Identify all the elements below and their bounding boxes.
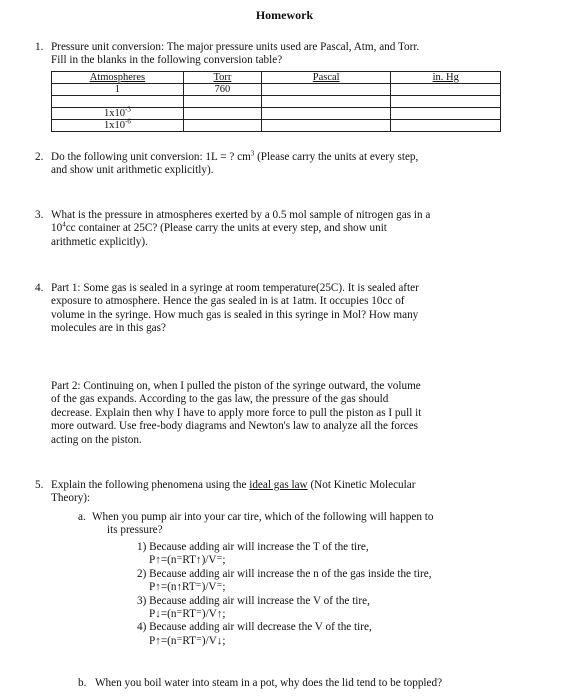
table-cell: 760 xyxy=(183,84,261,96)
question-5a-line1: When you pump air into your car tire, which of the following will happen to xyxy=(92,511,434,523)
question-4-part1-line: exposure to atmosphere. Hence the gas sealed in is at 1atm. It occupies 10cc of xyxy=(51,295,405,308)
question-3-line3: arithmetic explicitly). xyxy=(51,235,148,248)
question-5-number: 5. xyxy=(35,479,44,491)
answer-option-equation: P↓=(n⁼RT⁼)/V↑; xyxy=(149,608,226,621)
question-2-text-pre: Do the following unit conversion: 1L = ? cm xyxy=(51,151,251,163)
question-2-line1 xyxy=(51,151,521,164)
question-5b-label: b. xyxy=(78,677,87,689)
question-5-line1-post: (Not Kinetic Molecular xyxy=(307,479,416,491)
question-3-line1: What is the pressure in atmospheres exerted by a 0.5 mol sample of nitrogen gas in a xyxy=(51,209,431,221)
answer-option xyxy=(137,568,537,581)
answer-option-equation: P↑=(n⁼RT↑)/V⁼; xyxy=(149,554,226,567)
table-cell-value: 1x10 xyxy=(104,120,125,131)
table-cell: 1 xyxy=(52,84,184,96)
page-title: Homework xyxy=(255,8,314,22)
question-5a-label: a. xyxy=(78,511,86,523)
table-row xyxy=(52,120,501,132)
table-cell xyxy=(391,96,501,108)
table-cell xyxy=(52,105,184,120)
table-header-pascal: Pascal xyxy=(261,72,390,84)
answer-option-text: Because adding air will increase the T of the tire, xyxy=(149,541,369,553)
question-4-part2 xyxy=(51,380,521,447)
conversion-table xyxy=(51,71,501,132)
table-cell xyxy=(183,120,261,132)
answer-option-number: 1) xyxy=(137,541,147,553)
answer-options xyxy=(137,541,537,648)
question-2-text-post: (Please carry the units at every step, xyxy=(254,151,419,163)
question-5-line1 xyxy=(51,479,521,492)
table-cell xyxy=(391,84,501,96)
question-4-part1-line: Part 1: Some gas is sealed in a syringe at room temperature(25C). It is sealed after xyxy=(51,282,419,294)
question-5a xyxy=(78,511,532,538)
question-2-exponent: 3 xyxy=(250,149,255,158)
table-cell xyxy=(52,117,184,132)
question-5b-text: When you boil water into steam in a pot, why does the lid tend to be toppled? xyxy=(95,677,443,689)
table-row xyxy=(52,108,501,120)
table-cell xyxy=(391,108,501,120)
table-row xyxy=(52,96,501,108)
table-cell xyxy=(183,96,261,108)
question-2-number: 2. xyxy=(35,151,44,163)
question-2-line2: and show unit arithmetic explicitly). xyxy=(51,164,214,177)
answer-option-number: 2) xyxy=(137,567,147,580)
answer-option xyxy=(137,621,537,634)
answer-option-text: Because adding air will decrease the V of the tire, xyxy=(149,621,372,634)
table-cell xyxy=(261,108,390,120)
question-5-line1-pre: Explain the following phenomena using the xyxy=(51,479,250,491)
table-header-inhg: in. Hg xyxy=(391,72,501,84)
table-row xyxy=(52,84,501,96)
question-3-line2-pre: 10 xyxy=(51,222,63,235)
table-cell xyxy=(261,84,390,96)
question-1-number: 1. xyxy=(35,41,44,53)
question-2 xyxy=(35,149,521,178)
question-3-exponent: 4 xyxy=(62,220,66,229)
table-cell xyxy=(391,120,501,132)
question-4-part1-line: volume in the syringe. How much gas is sealed in this syringe in Mol? How many xyxy=(51,308,419,321)
table-header-atmospheres: Atmospheres xyxy=(52,72,184,84)
answer-option-text: Because adding air will increase the n of the gas inside the tire, xyxy=(149,567,432,580)
question-4-part1-line: molecules are in this gas? xyxy=(51,322,166,335)
answer-option-equation: P↑=(n↑RT⁼)/V⁼; xyxy=(149,581,226,594)
question-3-number: 3. xyxy=(35,209,44,221)
table-cell xyxy=(261,120,390,132)
question-5-line2: Theory): xyxy=(51,492,91,505)
table-header-torr: Torr xyxy=(183,72,261,84)
question-4-part2-line: acting on the piston. xyxy=(51,433,142,446)
question-4-part2-line: more outward. Use free-body diagrams and Newton's law to analyze all the forces xyxy=(51,420,419,433)
question-4-part2-line: of the gas expands. According to the gas law, the pressure of the gas should xyxy=(51,393,389,406)
question-3 xyxy=(35,209,521,249)
question-5a-line2: its pressure? xyxy=(107,524,163,537)
table-cell-value: 1x10 xyxy=(104,108,125,119)
table-cell-exponent: -6 xyxy=(125,117,131,126)
table-header-row xyxy=(52,72,501,84)
question-3-line2 xyxy=(51,222,521,235)
question-4-part2-line: decrease. Explain then why I have to apply more force to pull the piston as I pull it xyxy=(51,406,422,419)
question-1 xyxy=(35,41,521,68)
table-cell xyxy=(261,96,390,108)
answer-option-equation: P↑=(n⁼RT⁼)/V↓; xyxy=(149,634,226,647)
question-4 xyxy=(35,282,521,336)
question-5b xyxy=(78,677,552,690)
question-5 xyxy=(35,479,521,506)
ideal-gas-law-underlined: ideal gas law xyxy=(249,479,308,491)
table-cell xyxy=(183,108,261,120)
question-4-number: 4. xyxy=(35,282,44,294)
question-3-line2-post: cc container at 25C? (Please carry the units at every step, and show unit xyxy=(65,222,387,235)
answer-option xyxy=(137,595,537,608)
answer-option-number: 4) xyxy=(137,621,147,634)
answer-option-text: Because adding air will increase the V of the tire, xyxy=(149,594,370,607)
table-cell xyxy=(52,96,184,108)
question-1-text-line1: Pressure unit conversion: The major pressure units used are Pascal, Atm, and Torr. xyxy=(51,41,420,53)
question-1-text-line2: Fill in the blanks in the following conversion table? xyxy=(51,54,283,67)
answer-option xyxy=(137,541,537,554)
table-cell-exponent: -3 xyxy=(125,105,131,114)
answer-option-number: 3) xyxy=(137,594,147,607)
question-4-part2-line: Part 2: Continuing on, when I pulled the piston of the syringe outward, the volume xyxy=(51,380,421,392)
